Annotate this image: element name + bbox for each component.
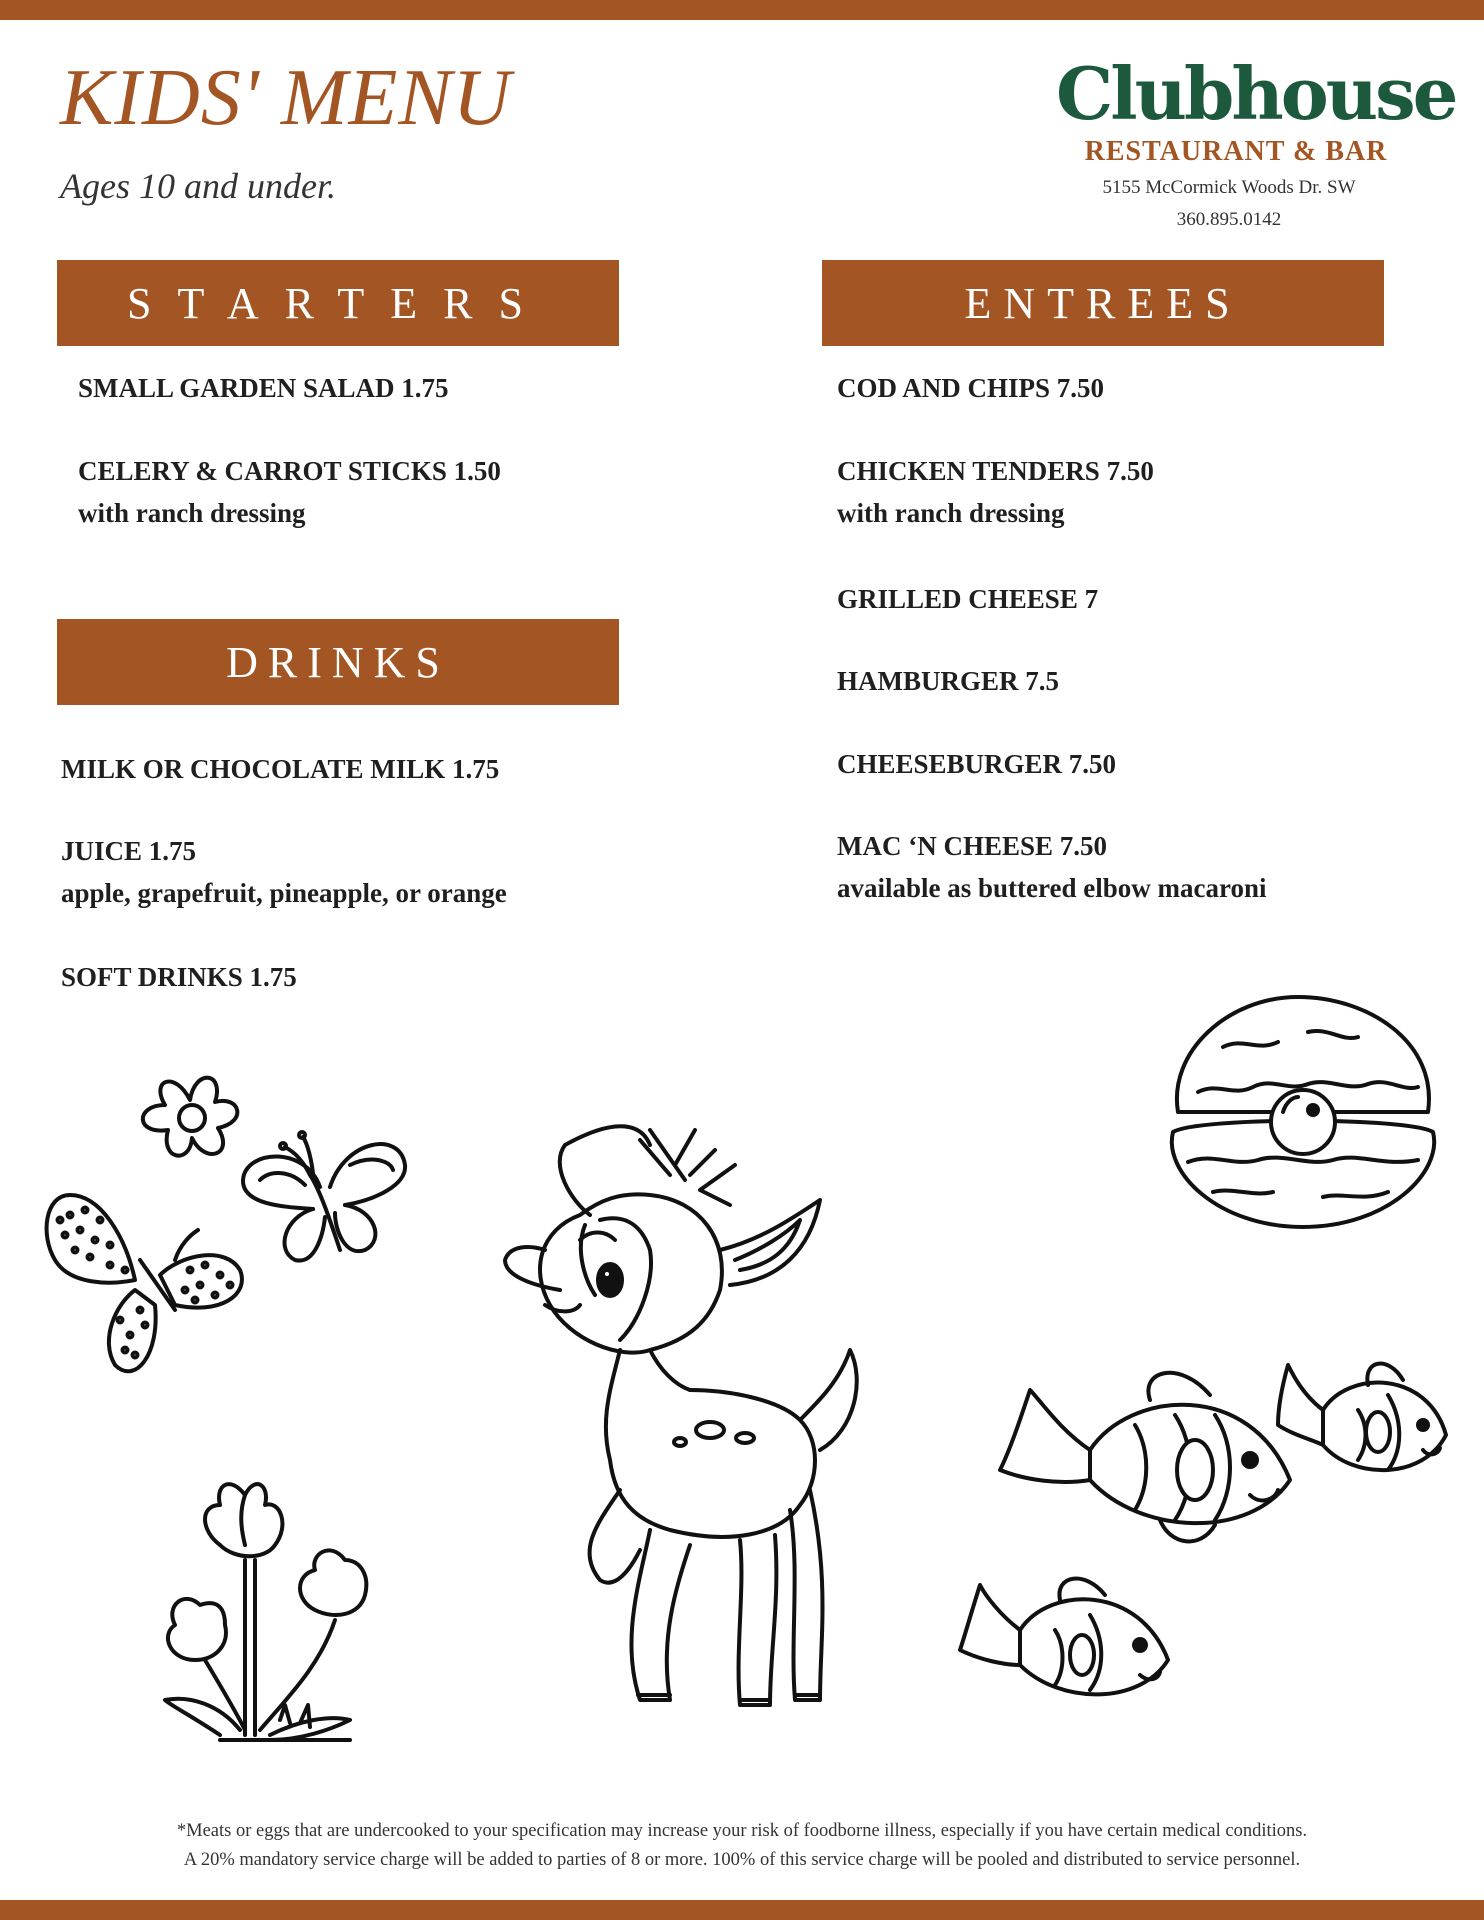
entree-item <box>837 578 1098 620</box>
menu-title: KIDS' MENU <box>60 54 512 142</box>
item-name: MAC ‘N CHEESE 7.50 <box>837 831 1108 861</box>
item-name: CELERY & CARROT STICKS 1.50 <box>78 456 501 486</box>
restaurant-logo <box>1056 51 1456 168</box>
footer-disclaimer <box>0 1817 1484 1875</box>
footer-line-2: A 20% mandatory service charge will be added to parties of 8 or more. 100% of this service charge will be pooled and distributed to service personnel. <box>183 1850 1301 1870</box>
drink-item <box>61 956 297 998</box>
fish-icon <box>960 1560 1170 1720</box>
butterfly-icon <box>235 1125 415 1275</box>
entree-item <box>837 367 1104 409</box>
clam-pearl-icon <box>1158 992 1448 1232</box>
menu-subtitle: Ages 10 and under. <box>60 166 336 206</box>
item-description: apple, grapefruit, pineapple, or orange <box>61 878 507 908</box>
restaurant-phone: 360.895.0142 <box>1176 209 1282 230</box>
item-description: with ranch dressing <box>837 498 1065 528</box>
item-description: available as buttered elbow macaroni <box>837 873 1267 903</box>
item-name: CHEESEBURGER 7.50 <box>837 749 1117 779</box>
top-accent-bar <box>0 0 1484 20</box>
bottom-accent-bar <box>0 1900 1484 1920</box>
item-name: GRILLED CHEESE 7 <box>837 584 1099 614</box>
deer-icon <box>490 1120 960 1760</box>
tulip-icon <box>160 1465 410 1755</box>
footer-line-1: *Meats or eggs that are undercooked to your specification may increase your risk of foodborne illness, especially if you have certain medical conditions. <box>176 1821 1308 1841</box>
fish-icon <box>1000 1360 1300 1560</box>
drink-item <box>61 748 499 790</box>
item-name: MILK OR CHOCOLATE MILK 1.75 <box>61 754 500 784</box>
restaurant-contact <box>1064 172 1394 236</box>
entree-item <box>837 660 1059 702</box>
dotted-butterfly-icon <box>40 1185 250 1385</box>
drinks-header: DRINKS <box>57 619 619 705</box>
starter-item <box>78 450 501 534</box>
flower-icon <box>130 1060 250 1170</box>
entree-item <box>837 743 1116 785</box>
logo-tagline: RESTAURANT & BAR <box>1084 136 1388 167</box>
item-description: with ranch dressing <box>78 498 306 528</box>
entrees-header: ENTREES <box>822 260 1384 346</box>
drink-item <box>61 830 507 914</box>
restaurant-address: 5155 McCormick Woods Dr. SW <box>1102 177 1356 198</box>
item-name: HAMBURGER 7.5 <box>837 666 1059 696</box>
item-name: COD AND CHIPS 7.50 <box>837 373 1105 403</box>
entree-item <box>837 450 1154 534</box>
item-name: CHICKEN TENDERS 7.50 <box>837 456 1154 486</box>
fish-icon <box>1278 1350 1448 1500</box>
item-name: SMALL GARDEN SALAD 1.75 <box>78 373 449 403</box>
entree-item <box>837 825 1267 909</box>
item-name: SOFT DRINKS 1.75 <box>61 962 297 992</box>
starter-item <box>78 367 449 409</box>
logo-name: Clubhouse <box>1056 51 1456 136</box>
item-name: JUICE 1.75 <box>61 836 197 866</box>
starters-header: STARTERS <box>57 260 619 346</box>
